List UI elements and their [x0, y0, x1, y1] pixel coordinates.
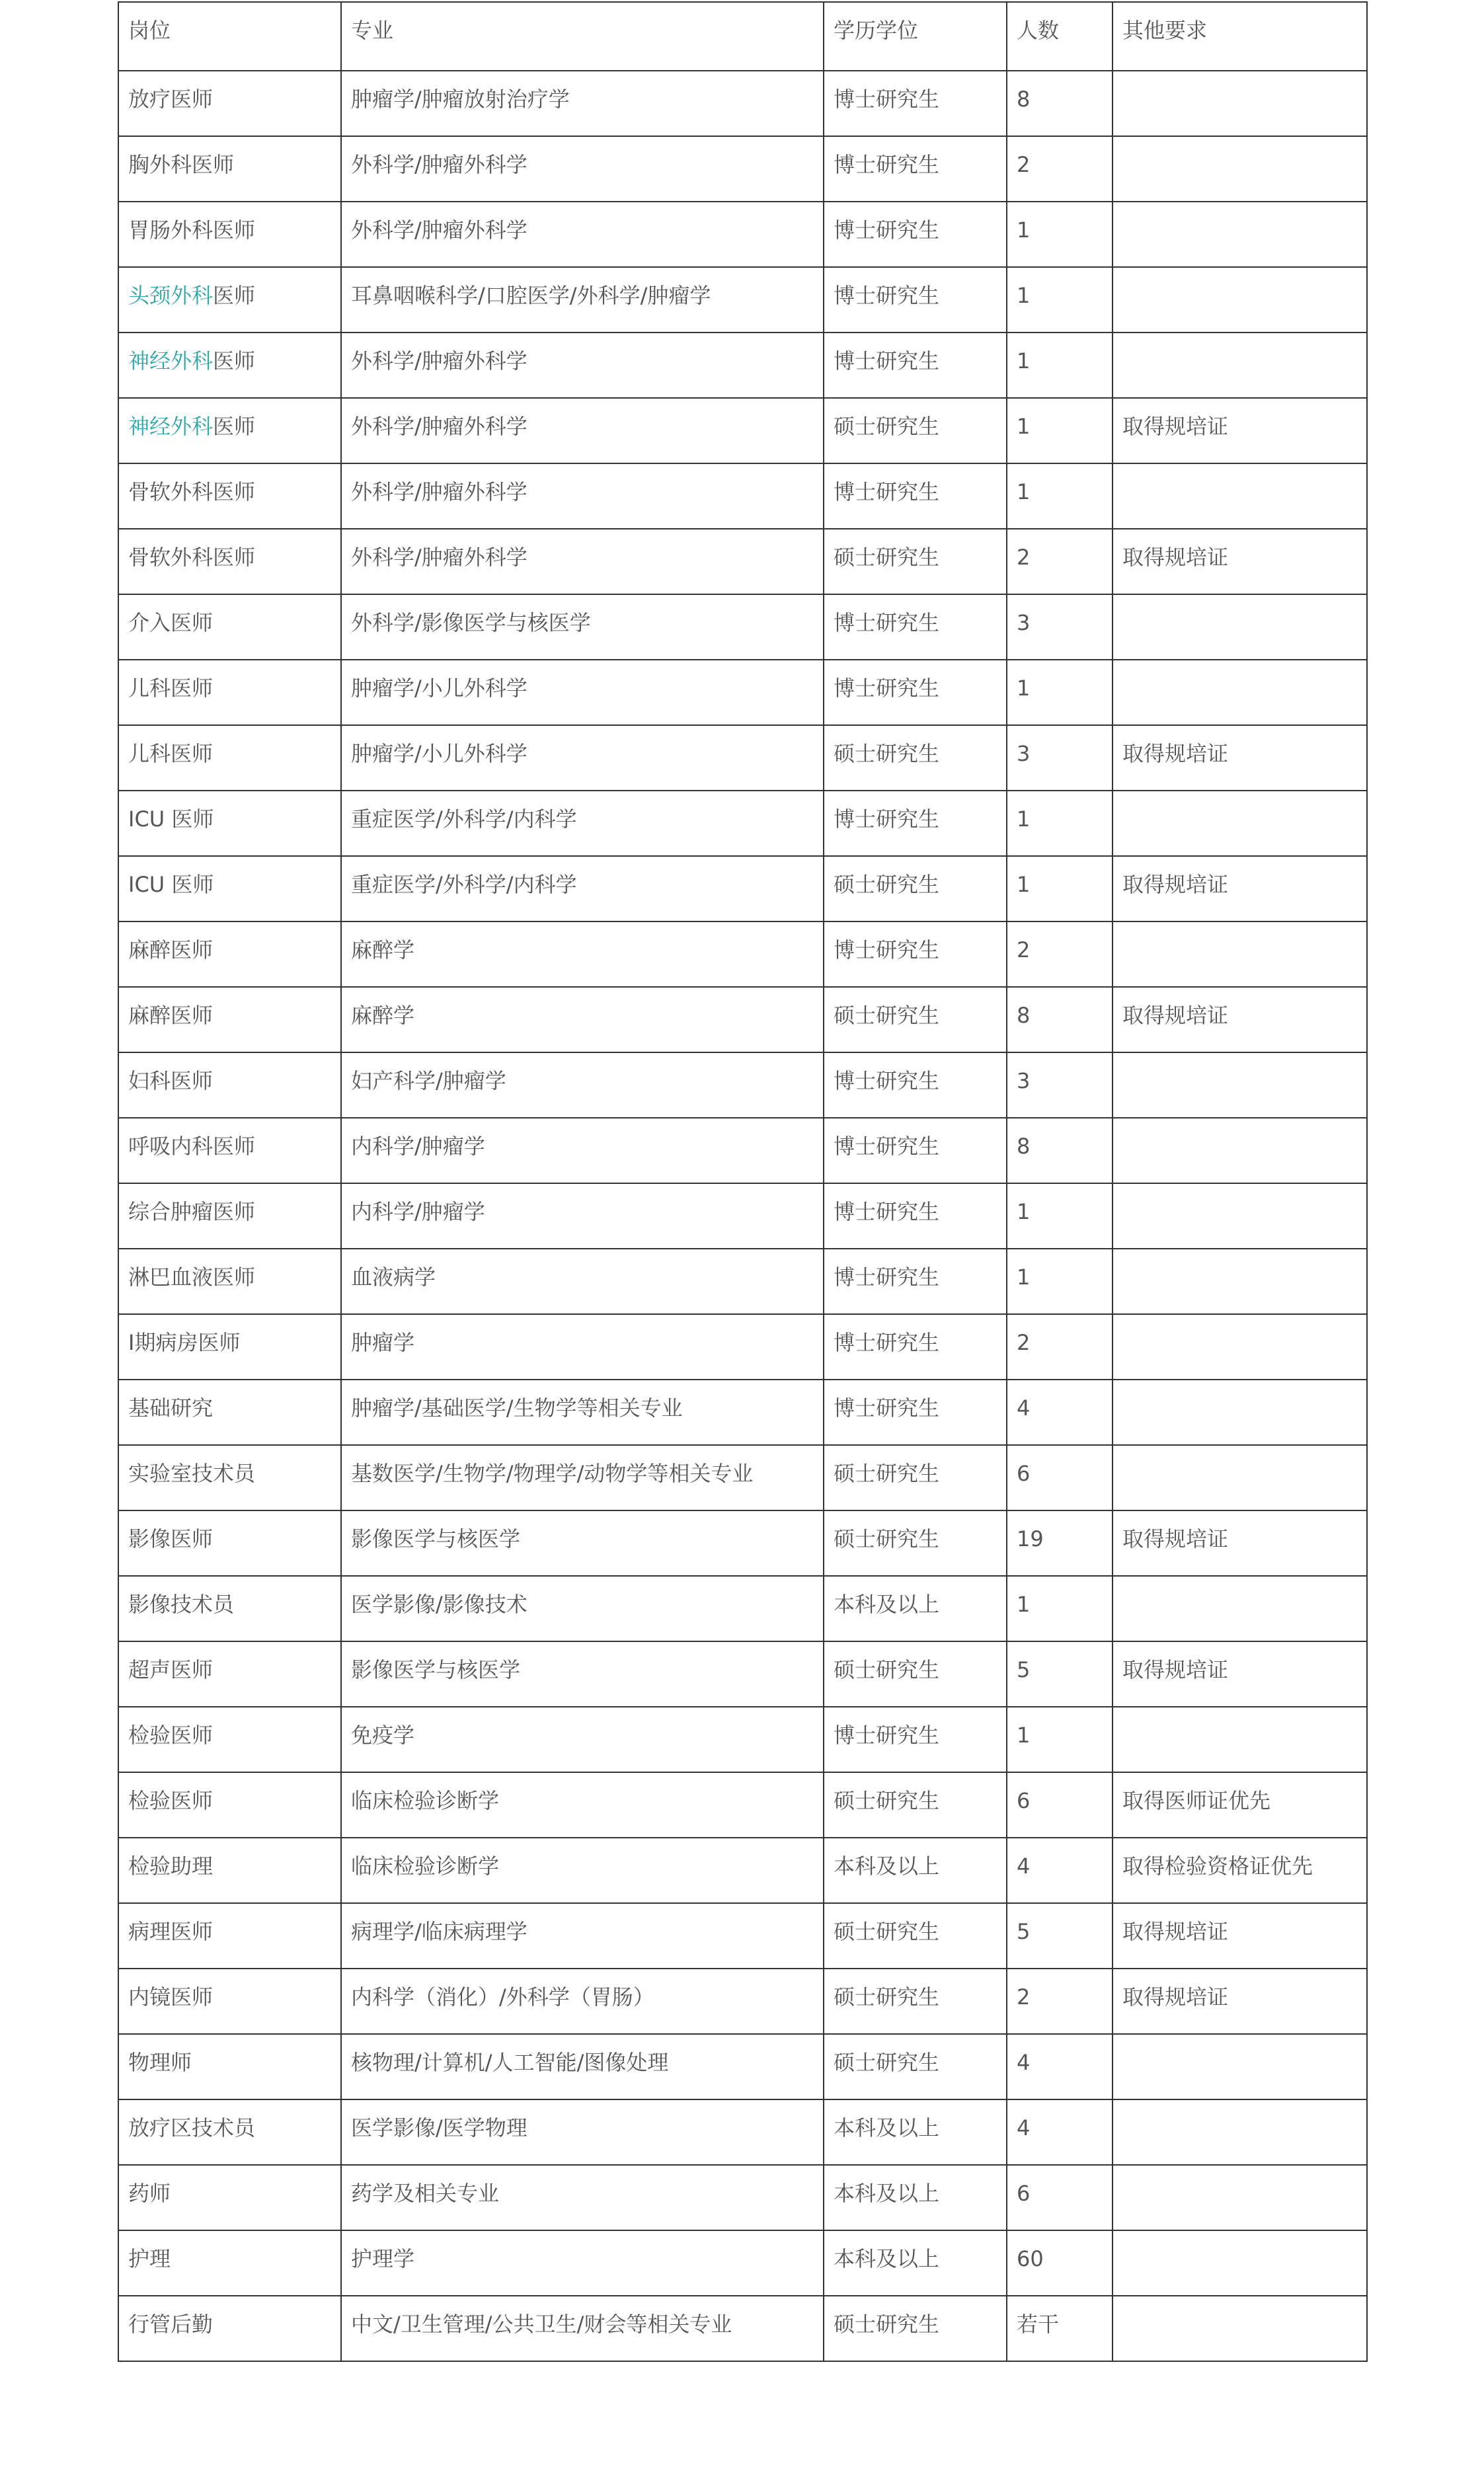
cell-degree: 博士研究生	[824, 660, 1007, 725]
cell-position	[118, 594, 341, 660]
cell-count: 2	[1007, 1314, 1113, 1380]
cell-count: 19	[1007, 1510, 1113, 1576]
cell-position	[118, 1576, 341, 1641]
cell-count: 8	[1007, 987, 1113, 1052]
cell-major: 肿瘤学/基础医学/生物学等相关专业	[341, 1380, 824, 1445]
cell-count: 5	[1007, 1903, 1113, 1969]
position-label: 行管后勤	[128, 2312, 214, 2337]
position-label: 检验医师	[128, 1788, 214, 1813]
position-label: 药师	[128, 2181, 171, 2206]
position-label: 呼吸内科医师	[128, 1134, 256, 1159]
cell-other-requirements	[1113, 1445, 1367, 1510]
cell-degree: 硕士研究生	[824, 1641, 1007, 1707]
cell-degree: 硕士研究生	[824, 856, 1007, 921]
table-row	[118, 2230, 1367, 2296]
cell-other-requirements	[1113, 1314, 1367, 1380]
cell-other-requirements	[1113, 1576, 1367, 1641]
position-label: 医师	[213, 348, 256, 373]
cell-major: 外科学/肿瘤外科学	[341, 463, 824, 529]
cell-count: 2	[1007, 529, 1113, 594]
cell-major: 医学影像/影像技术	[341, 1576, 824, 1641]
cell-count: 1	[1007, 660, 1113, 725]
table-row	[118, 1707, 1367, 1772]
cell-position	[118, 791, 341, 856]
cell-other-requirements	[1113, 1249, 1367, 1314]
cell-other-requirements	[1113, 71, 1367, 136]
cell-other-requirements	[1113, 463, 1367, 529]
cell-degree: 本科及以上	[824, 2230, 1007, 2296]
table-row	[118, 529, 1367, 594]
cell-other-requirements	[1113, 333, 1367, 398]
table-row	[118, 1576, 1367, 1641]
cell-degree: 本科及以上	[824, 2099, 1007, 2165]
cell-position	[118, 529, 341, 594]
header-row	[118, 2, 1367, 71]
cell-position	[118, 2296, 341, 2361]
cell-position	[118, 1183, 341, 1249]
cell-major: 核物理/计算机/人工智能/图像处理	[341, 2034, 824, 2099]
table-row	[118, 398, 1367, 463]
cell-degree: 博士研究生	[824, 1707, 1007, 1772]
cell-other-requirements	[1113, 2034, 1367, 2099]
cell-major: 药学及相关专业	[341, 2165, 824, 2230]
cell-other-requirements	[1113, 1052, 1367, 1118]
cell-other-requirements	[1113, 2296, 1367, 2361]
cell-count: 1	[1007, 1707, 1113, 1772]
table-row	[118, 594, 1367, 660]
cell-position	[118, 1707, 341, 1772]
table-body	[118, 71, 1367, 2361]
cell-position	[118, 202, 341, 267]
table-row	[118, 333, 1367, 398]
position-label: 内镜医师	[128, 1984, 214, 2010]
position-label: 放疗区技术员	[128, 2115, 256, 2140]
cell-other-requirements: 取得规培证	[1113, 725, 1367, 791]
cell-major: 外科学/肿瘤外科学	[341, 333, 824, 398]
cell-position	[118, 725, 341, 791]
cell-other-requirements	[1113, 2165, 1367, 2230]
cell-major: 医学影像/医学物理	[341, 2099, 824, 2165]
cell-count: 8	[1007, 71, 1113, 136]
cell-count: 3	[1007, 725, 1113, 791]
cell-other-requirements	[1113, 136, 1367, 202]
cell-position	[118, 136, 341, 202]
cell-position	[118, 1641, 341, 1707]
department-link[interactable]: 神经外科	[128, 348, 214, 373]
cell-count: 1	[1007, 463, 1113, 529]
table-row	[118, 1445, 1367, 1510]
table-row	[118, 856, 1367, 921]
header-other-requirements: 其他要求	[1113, 2, 1367, 71]
cell-major: 基数医学/生物学/物理学/动物学等相关专业	[341, 1445, 824, 1510]
position-label: 麻醉医师	[128, 1003, 214, 1028]
table-row	[118, 660, 1367, 725]
table-row	[118, 987, 1367, 1052]
cell-other-requirements	[1113, 1183, 1367, 1249]
cell-major: 麻醉学	[341, 987, 824, 1052]
cell-count: 2	[1007, 1969, 1113, 2034]
position-label: 检验医师	[128, 1723, 214, 1748]
cell-major: 血液病学	[341, 1249, 824, 1314]
cell-major: 重症医学/外科学/内科学	[341, 856, 824, 921]
table-row	[118, 1314, 1367, 1380]
cell-other-requirements: 取得医师证优先	[1113, 1772, 1367, 1838]
cell-degree: 博士研究生	[824, 1249, 1007, 1314]
position-label: 介入医师	[128, 610, 214, 635]
table-row	[118, 71, 1367, 136]
cell-position	[118, 987, 341, 1052]
cell-count: 1	[1007, 856, 1113, 921]
cell-other-requirements: 取得规培证	[1113, 1903, 1367, 1969]
cell-major: 护理学	[341, 2230, 824, 2296]
cell-degree: 博士研究生	[824, 1314, 1007, 1380]
cell-major: 中文/卫生管理/公共卫生/财会等相关专业	[341, 2296, 824, 2361]
cell-degree: 本科及以上	[824, 1576, 1007, 1641]
table-row	[118, 1838, 1367, 1903]
cell-degree: 博士研究生	[824, 333, 1007, 398]
cell-position	[118, 1052, 341, 1118]
recruitment-table	[118, 1, 1368, 2362]
cell-major: 内科学/肿瘤学	[341, 1118, 824, 1183]
cell-count: 4	[1007, 1838, 1113, 1903]
cell-count: 1	[1007, 202, 1113, 267]
table-row	[118, 1249, 1367, 1314]
cell-degree: 硕士研究生	[824, 1969, 1007, 2034]
position-label: 妇科医师	[128, 1068, 214, 1093]
header-count: 人数	[1007, 2, 1113, 71]
position-label: 实验室技术员	[128, 1461, 256, 1486]
cell-count: 1	[1007, 791, 1113, 856]
cell-degree: 本科及以上	[824, 2165, 1007, 2230]
position-label: 护理	[128, 2246, 171, 2271]
cell-major: 外科学/肿瘤外科学	[341, 529, 824, 594]
position-label: 胃肠外科医师	[128, 217, 256, 243]
cell-position	[118, 2230, 341, 2296]
cell-position	[118, 856, 341, 921]
table-row	[118, 921, 1367, 987]
cell-degree: 硕士研究生	[824, 529, 1007, 594]
cell-count: 60	[1007, 2230, 1113, 2296]
position-label: 儿科医师	[128, 741, 214, 766]
cell-degree: 硕士研究生	[824, 1903, 1007, 1969]
cell-major: 内科学/肿瘤学	[341, 1183, 824, 1249]
cell-count: 6	[1007, 2165, 1113, 2230]
position-label: 骨软外科医师	[128, 479, 256, 504]
table-row	[118, 2165, 1367, 2230]
cell-position	[118, 1118, 341, 1183]
cell-position	[118, 2034, 341, 2099]
cell-degree: 博士研究生	[824, 202, 1007, 267]
cell-position	[118, 660, 341, 725]
cell-degree: 博士研究生	[824, 921, 1007, 987]
cell-other-requirements	[1113, 267, 1367, 333]
cell-position	[118, 1510, 341, 1576]
cell-degree: 硕士研究生	[824, 398, 1007, 463]
cell-other-requirements	[1113, 1380, 1367, 1445]
cell-count: 1	[1007, 398, 1113, 463]
cell-position	[118, 921, 341, 987]
cell-major: 临床检验诊断学	[341, 1772, 824, 1838]
department-link[interactable]: 神经外科	[128, 414, 214, 439]
cell-position	[118, 333, 341, 398]
cell-major: 影像医学与核医学	[341, 1641, 824, 1707]
cell-major: 外科学/影像医学与核医学	[341, 594, 824, 660]
cell-major: 麻醉学	[341, 921, 824, 987]
cell-position	[118, 1772, 341, 1838]
cell-major: 外科学/肿瘤外科学	[341, 136, 824, 202]
header-major: 专业	[341, 2, 824, 71]
position-label: 骨软外科医师	[128, 545, 256, 570]
cell-major: 妇产科学/肿瘤学	[341, 1052, 824, 1118]
cell-degree: 本科及以上	[824, 1838, 1007, 1903]
cell-position	[118, 1249, 341, 1314]
cell-position	[118, 2165, 341, 2230]
cell-degree: 硕士研究生	[824, 1510, 1007, 1576]
cell-other-requirements: 取得规培证	[1113, 856, 1367, 921]
position-label: 超声医师	[128, 1657, 214, 1682]
cell-count: 3	[1007, 594, 1113, 660]
cell-count: 4	[1007, 2099, 1113, 2165]
table-row	[118, 2034, 1367, 2099]
cell-degree: 博士研究生	[824, 1052, 1007, 1118]
cell-degree: 博士研究生	[824, 267, 1007, 333]
table-row	[118, 1903, 1367, 1969]
table-header	[118, 2, 1367, 71]
position-label: 影像医师	[128, 1526, 214, 1551]
position-label: 儿科医师	[128, 676, 214, 701]
cell-degree: 硕士研究生	[824, 1772, 1007, 1838]
header-position: 岗位	[118, 2, 341, 71]
cell-other-requirements: 取得规培证	[1113, 1969, 1367, 2034]
cell-major: 内科学（消化）/外科学（胃肠）	[341, 1969, 824, 2034]
cell-major: 临床检验诊断学	[341, 1838, 824, 1903]
cell-degree: 博士研究生	[824, 594, 1007, 660]
position-label: 物理师	[128, 2050, 192, 2075]
cell-count: 5	[1007, 1641, 1113, 1707]
cell-position	[118, 398, 341, 463]
cell-count: 若干	[1007, 2296, 1113, 2361]
cell-major: 外科学/肿瘤外科学	[341, 398, 824, 463]
table-row	[118, 1183, 1367, 1249]
cell-degree: 博士研究生	[824, 1380, 1007, 1445]
position-label: ICU 医师	[128, 872, 214, 897]
cell-position	[118, 1445, 341, 1510]
cell-major: 病理学/临床病理学	[341, 1903, 824, 1969]
cell-degree: 博士研究生	[824, 1183, 1007, 1249]
table-row	[118, 1772, 1367, 1838]
cell-major: 耳鼻咽喉科学/口腔医学/外科学/肿瘤学	[341, 267, 824, 333]
cell-other-requirements: 取得规培证	[1113, 529, 1367, 594]
position-label: 基础研究	[128, 1395, 214, 1421]
cell-major: 免疫学	[341, 1707, 824, 1772]
cell-degree: 硕士研究生	[824, 2296, 1007, 2361]
cell-position	[118, 1838, 341, 1903]
table-row	[118, 1052, 1367, 1118]
cell-other-requirements	[1113, 1118, 1367, 1183]
position-label: 综合肿瘤医师	[128, 1199, 256, 1224]
table-row	[118, 725, 1367, 791]
cell-position	[118, 1380, 341, 1445]
cell-major: 肿瘤学	[341, 1314, 824, 1380]
cell-position	[118, 71, 341, 136]
cell-count: 1	[1007, 1576, 1113, 1641]
cell-position	[118, 1314, 341, 1380]
position-label: 医师	[213, 414, 256, 439]
cell-degree: 硕士研究生	[824, 2034, 1007, 2099]
cell-other-requirements: 取得规培证	[1113, 398, 1367, 463]
cell-other-requirements	[1113, 660, 1367, 725]
cell-major: 肿瘤学/小儿外科学	[341, 725, 824, 791]
cell-degree: 博士研究生	[824, 463, 1007, 529]
position-label: 胸外科医师	[128, 152, 235, 177]
cell-count: 1	[1007, 333, 1113, 398]
cell-count: 1	[1007, 267, 1113, 333]
table-row	[118, 136, 1367, 202]
position-label: 放疗医师	[128, 87, 214, 112]
table-row	[118, 1969, 1367, 2034]
cell-major: 肿瘤学/小儿外科学	[341, 660, 824, 725]
table-row	[118, 1641, 1367, 1707]
position-label: Ⅰ期病房医师	[128, 1330, 241, 1355]
cell-count: 2	[1007, 921, 1113, 987]
cell-count: 1	[1007, 1183, 1113, 1249]
cell-other-requirements	[1113, 1707, 1367, 1772]
cell-position	[118, 1903, 341, 1969]
cell-other-requirements	[1113, 2230, 1367, 2296]
table-row	[118, 1510, 1367, 1576]
cell-degree: 博士研究生	[824, 791, 1007, 856]
cell-count: 6	[1007, 1445, 1113, 1510]
cell-other-requirements	[1113, 2099, 1367, 2165]
table-row	[118, 202, 1367, 267]
cell-count: 8	[1007, 1118, 1113, 1183]
cell-position	[118, 267, 341, 333]
cell-degree: 博士研究生	[824, 136, 1007, 202]
cell-other-requirements	[1113, 921, 1367, 987]
table-row	[118, 791, 1367, 856]
cell-other-requirements	[1113, 202, 1367, 267]
cell-degree: 硕士研究生	[824, 1445, 1007, 1510]
cell-major: 重症医学/外科学/内科学	[341, 791, 824, 856]
table-row	[118, 1380, 1367, 1445]
cell-count: 4	[1007, 2034, 1113, 2099]
position-label: 麻醉医师	[128, 937, 214, 962]
cell-count: 2	[1007, 136, 1113, 202]
header-degree: 学历学位	[824, 2, 1007, 71]
cell-other-requirements: 取得检验资格证优先	[1113, 1838, 1367, 1903]
cell-other-requirements	[1113, 594, 1367, 660]
cell-position	[118, 1969, 341, 2034]
table-row	[118, 2296, 1367, 2361]
position-label: 医师	[213, 283, 256, 308]
cell-major: 肿瘤学/肿瘤放射治疗学	[341, 71, 824, 136]
cell-other-requirements: 取得规培证	[1113, 987, 1367, 1052]
table-row	[118, 267, 1367, 333]
cell-count: 6	[1007, 1772, 1113, 1838]
cell-count: 3	[1007, 1052, 1113, 1118]
cell-position	[118, 2099, 341, 2165]
position-label: 病理医师	[128, 1919, 214, 1944]
position-label: 淋巴血液医师	[128, 1265, 256, 1290]
cell-count: 1	[1007, 1249, 1113, 1314]
position-label: 检验助理	[128, 1854, 214, 1879]
cell-degree: 博士研究生	[824, 71, 1007, 136]
cell-degree: 硕士研究生	[824, 725, 1007, 791]
cell-major: 外科学/肿瘤外科学	[341, 202, 824, 267]
table-row	[118, 1118, 1367, 1183]
position-label: 影像技术员	[128, 1592, 235, 1617]
cell-major: 影像医学与核医学	[341, 1510, 824, 1576]
cell-position	[118, 463, 341, 529]
cell-degree: 博士研究生	[824, 1118, 1007, 1183]
cell-other-requirements	[1113, 791, 1367, 856]
department-link[interactable]: 头颈外科	[128, 283, 214, 308]
position-label: ICU 医师	[128, 806, 214, 832]
cell-count: 4	[1007, 1380, 1113, 1445]
cell-degree: 硕士研究生	[824, 987, 1007, 1052]
table-row	[118, 2099, 1367, 2165]
table-row	[118, 463, 1367, 529]
cell-other-requirements: 取得规培证	[1113, 1510, 1367, 1576]
cell-other-requirements: 取得规培证	[1113, 1641, 1367, 1707]
